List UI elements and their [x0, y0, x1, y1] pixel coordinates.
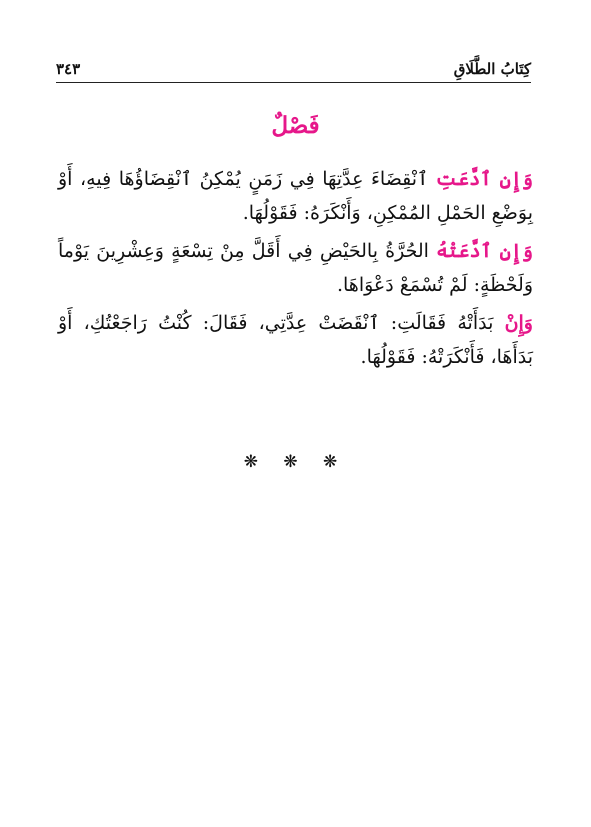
paragraph-text: ٱنْقِضَاءَ عِدَّتِهَا فِي زَمَنٍ يُمْكِنُ ٱنْقِضَاؤُهَا فِيهِ، أَوْ بِوَضْعِ الحَمْلِ المُمْكِنِ، وَأَنْكَرَهُ: فَقَوْلُهَا.	[58, 168, 533, 224]
book-title: كِتَابُ الطَّلَاقِ	[453, 60, 531, 78]
paragraph-text: بَدَأَتْهُ فَقَالَتِ: ٱنْقَضَتْ عِدَّتِي، فَقَالَ: كُنْتُ رَاجَعْتُكِ، أَوْ بَدَأَهَا، فَأَنْكَرَتْهُ: فَقَوْلُهَا.	[58, 312, 533, 368]
paragraph-3	[58, 306, 533, 374]
paragraph-lead: وَإِنْ	[504, 312, 533, 334]
paragraph-2	[58, 234, 533, 302]
paragraph-1	[58, 162, 533, 230]
paragraph-lead: وَإِنِ ٱدَّعَتِ	[435, 168, 533, 190]
page-number: ٣٤٣	[56, 60, 81, 78]
section-separator: ❋ ❋ ❋	[243, 452, 348, 472]
body-text	[58, 162, 533, 378]
paragraph-lead: وَإِنِ ٱدَّعَتْهُ	[436, 240, 533, 262]
paragraph-text: الحُرَّةُ بِالحَيْضِ فِي أَقَلَّ مِنْ تِسْعَةٍ وَعِشْرِينَ يَوْماً وَلَحْظَةٍ: لَمْ تُسْمَعْ دَعْوَاهَا.	[58, 240, 533, 296]
section-heading: فَصْلٌ	[271, 112, 320, 139]
page-header	[56, 58, 531, 83]
